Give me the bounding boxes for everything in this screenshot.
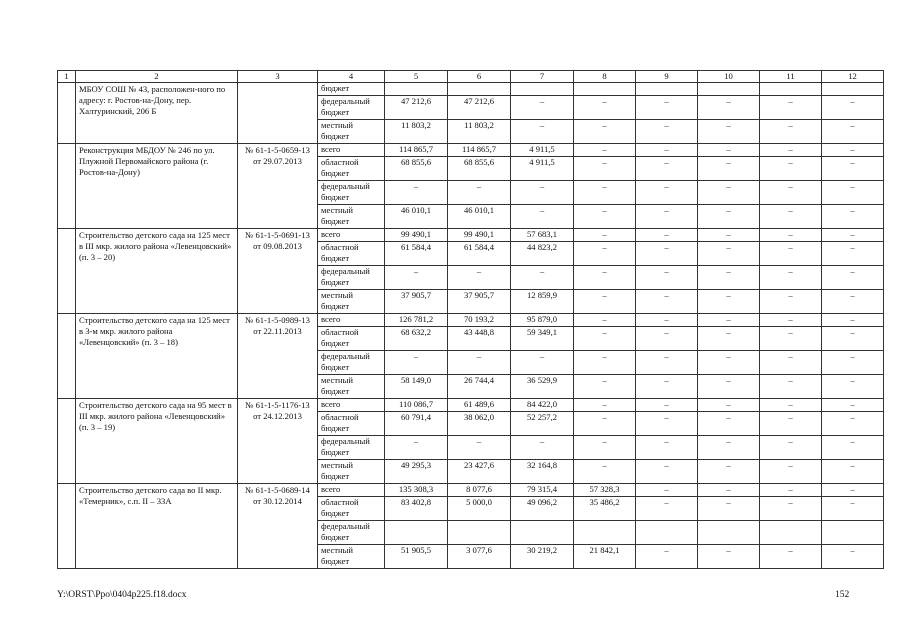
amount-cell: – <box>574 181 636 205</box>
amount-cell: – <box>636 242 698 266</box>
amount-cell: – <box>698 484 760 497</box>
amount-cell: – <box>760 205 822 229</box>
amount-cell: – <box>574 436 636 460</box>
amount-cell: – <box>822 242 884 266</box>
amount-cell: – <box>574 290 636 314</box>
funding-source-cell: федеральный бюджет <box>318 96 385 120</box>
amount-cell: – <box>448 351 511 375</box>
amount-cell: – <box>760 399 822 412</box>
amount-cell: 61 584,4 <box>448 242 511 266</box>
expertise-document-cell: № 61-1-5-0989-13 от 22.11.2013 <box>238 314 318 399</box>
column-number-cell: 2 <box>76 71 238 83</box>
table-row <box>58 314 884 327</box>
amount-cell: – <box>760 545 822 569</box>
column-number-cell: 12 <box>822 71 884 83</box>
amount-cell: 60 791,4 <box>385 412 448 436</box>
funding-source-cell: областной бюджет <box>318 157 385 181</box>
amount-cell: 44 823,2 <box>511 242 574 266</box>
amount-cell: 57 683,1 <box>511 229 574 242</box>
amount-cell: – <box>698 229 760 242</box>
amount-cell: 84 422,0 <box>511 399 574 412</box>
amount-cell: – <box>574 266 636 290</box>
amount-cell: – <box>760 242 822 266</box>
table-row <box>58 144 884 157</box>
amount-cell: 3 077,6 <box>448 545 511 569</box>
amount-cell: – <box>822 460 884 484</box>
amount-cell: – <box>822 157 884 181</box>
amount-cell: – <box>636 266 698 290</box>
object-name-cell: Реконструкция МБДОУ № 246 по ул. Плужной Первомайского района (г. Ростов-на-Дону) <box>76 144 238 229</box>
amount-cell: 43 448,8 <box>448 327 511 351</box>
amount-cell: – <box>698 242 760 266</box>
amount-cell: – <box>698 399 760 412</box>
amount-cell: – <box>760 96 822 120</box>
object-name-cell: МБОУ СОШ № 43, расположен-ного по адресу: г. Ростов-на-Дону, пер. Халтуринский, 206 Б <box>76 83 238 144</box>
amount-cell <box>574 83 636 96</box>
amount-cell <box>511 521 574 545</box>
amount-cell: – <box>760 351 822 375</box>
amount-cell <box>760 521 822 545</box>
column-number-cell: 10 <box>698 71 760 83</box>
footer-file-path: Y:\ORST\Ppo\0404p225.f18.docx <box>57 590 187 600</box>
funding-source-cell: федеральный бюджет <box>318 351 385 375</box>
row-index-cell <box>58 484 76 569</box>
amount-cell: – <box>511 181 574 205</box>
funding-source-cell: областной бюджет <box>318 497 385 521</box>
amount-cell: – <box>822 290 884 314</box>
amount-cell: 52 257,2 <box>511 412 574 436</box>
amount-cell: 4 911,5 <box>511 144 574 157</box>
amount-cell: – <box>698 351 760 375</box>
amount-cell: – <box>636 351 698 375</box>
funding-source-cell: бюджет <box>318 83 385 96</box>
funding-source-cell: местный бюджет <box>318 545 385 569</box>
column-number-cell: 9 <box>636 71 698 83</box>
amount-cell: – <box>822 96 884 120</box>
amount-cell: 26 744,4 <box>448 375 511 399</box>
amount-cell <box>698 521 760 545</box>
amount-cell: – <box>760 497 822 521</box>
amount-cell: – <box>760 157 822 181</box>
amount-cell: 70 193,2 <box>448 314 511 327</box>
amount-cell: – <box>822 412 884 436</box>
amount-cell: – <box>511 266 574 290</box>
amount-cell: 61 489,6 <box>448 399 511 412</box>
funding-source-cell: областной бюджет <box>318 242 385 266</box>
amount-cell: – <box>760 484 822 497</box>
amount-cell: 135 308,3 <box>385 484 448 497</box>
funding-source-cell: местный бюджет <box>318 290 385 314</box>
amount-cell <box>636 83 698 96</box>
amount-cell: 110 086,7 <box>385 399 448 412</box>
amount-cell: – <box>636 205 698 229</box>
amount-cell: – <box>760 229 822 242</box>
amount-cell: 4 911,5 <box>511 157 574 181</box>
amount-cell: – <box>636 120 698 144</box>
amount-cell: 46 010,1 <box>448 205 511 229</box>
amount-cell: – <box>636 460 698 484</box>
column-number-cell: 11 <box>760 71 822 83</box>
amount-cell: – <box>822 266 884 290</box>
amount-cell <box>822 83 884 96</box>
amount-cell: – <box>822 375 884 399</box>
amount-cell: – <box>698 205 760 229</box>
funding-source-cell: всего <box>318 229 385 242</box>
amount-cell: 114 865,7 <box>385 144 448 157</box>
amount-cell <box>698 83 760 96</box>
amount-cell <box>385 83 448 96</box>
funding-source-cell: всего <box>318 484 385 497</box>
amount-cell: – <box>636 545 698 569</box>
amount-cell: – <box>636 484 698 497</box>
amount-cell: – <box>636 327 698 351</box>
funding-source-cell: федеральный бюджет <box>318 266 385 290</box>
expertise-document-cell: № 61-1-5-1176-13 от 24.12.2013 <box>238 399 318 484</box>
amount-cell: – <box>636 497 698 521</box>
amount-cell: 35 486,2 <box>574 497 636 521</box>
amount-cell: – <box>511 351 574 375</box>
column-number-cell: 4 <box>318 71 385 83</box>
amount-cell: – <box>698 157 760 181</box>
funding-source-cell: местный бюджет <box>318 460 385 484</box>
object-name-cell: Строительство детского сада на 125 мест в III мкр. жилого района «Левенцовский» (п. 3 – 20) <box>76 229 238 314</box>
amount-cell: 21 842,1 <box>574 545 636 569</box>
amount-cell: – <box>636 96 698 120</box>
amount-cell: – <box>822 484 884 497</box>
amount-cell: – <box>385 266 448 290</box>
amount-cell: 59 349,1 <box>511 327 574 351</box>
amount-cell: – <box>636 181 698 205</box>
amount-cell: – <box>760 314 822 327</box>
amount-cell: – <box>636 436 698 460</box>
funding-source-cell: федеральный бюджет <box>318 181 385 205</box>
amount-cell: – <box>760 436 822 460</box>
amount-cell: – <box>822 399 884 412</box>
amount-cell: 58 149,0 <box>385 375 448 399</box>
table-row <box>58 229 884 242</box>
row-index-cell <box>58 83 76 144</box>
amount-cell: 61 584,4 <box>385 242 448 266</box>
amount-cell: – <box>698 120 760 144</box>
amount-cell <box>448 521 511 545</box>
amount-cell: – <box>574 460 636 484</box>
amount-cell: 30 219,2 <box>511 545 574 569</box>
row-index-cell <box>58 314 76 399</box>
amount-cell: – <box>511 120 574 144</box>
amount-cell: 11 803,2 <box>385 120 448 144</box>
expertise-document-cell: № 61-1-5-0659-13 от 29.07.2013 <box>238 144 318 229</box>
amount-cell: – <box>822 545 884 569</box>
amount-cell: – <box>822 327 884 351</box>
amount-cell: – <box>698 266 760 290</box>
amount-cell: – <box>574 144 636 157</box>
amount-cell: 57 328,3 <box>574 484 636 497</box>
amount-cell: – <box>698 375 760 399</box>
funding-source-cell: местный бюджет <box>318 120 385 144</box>
amount-cell: – <box>636 229 698 242</box>
amount-cell: – <box>574 205 636 229</box>
amount-cell: 5 000,0 <box>448 497 511 521</box>
amount-cell: 11 803,2 <box>448 120 511 144</box>
amount-cell: – <box>574 96 636 120</box>
amount-cell <box>760 83 822 96</box>
amount-cell: – <box>760 181 822 205</box>
table-row <box>58 83 884 96</box>
funding-source-cell: федеральный бюджет <box>318 436 385 460</box>
amount-cell: – <box>760 266 822 290</box>
amount-cell: – <box>574 157 636 181</box>
amount-cell: 8 077,6 <box>448 484 511 497</box>
amount-cell: – <box>574 351 636 375</box>
amount-cell: – <box>448 436 511 460</box>
table-row <box>58 484 884 497</box>
funding-source-cell: местный бюджет <box>318 375 385 399</box>
amount-cell: 51 905,5 <box>385 545 448 569</box>
amount-cell: – <box>574 412 636 436</box>
amount-cell: 126 781,2 <box>385 314 448 327</box>
amount-cell: – <box>698 412 760 436</box>
amount-cell: – <box>636 144 698 157</box>
amount-cell: 36 529,9 <box>511 375 574 399</box>
amount-cell: 12 859,9 <box>511 290 574 314</box>
amount-cell: – <box>822 351 884 375</box>
amount-cell: 79 315,4 <box>511 484 574 497</box>
column-number-cell: 5 <box>385 71 448 83</box>
amount-cell <box>636 521 698 545</box>
column-number-cell: 3 <box>238 71 318 83</box>
amount-cell: 68 855,6 <box>448 157 511 181</box>
amount-cell: 49 096,2 <box>511 497 574 521</box>
column-number-cell: 7 <box>511 71 574 83</box>
amount-cell: – <box>822 229 884 242</box>
amount-cell: 32 164,8 <box>511 460 574 484</box>
amount-cell: 99 490,1 <box>448 229 511 242</box>
header-row <box>58 71 884 83</box>
amount-cell: – <box>511 96 574 120</box>
amount-cell: – <box>698 460 760 484</box>
amount-cell: – <box>698 314 760 327</box>
amount-cell: – <box>385 351 448 375</box>
amount-cell: – <box>822 181 884 205</box>
page-number: 152 <box>835 590 850 600</box>
amount-cell: – <box>448 266 511 290</box>
amount-cell: 47 212,6 <box>385 96 448 120</box>
expertise-document-cell <box>238 83 318 144</box>
funding-source-cell: всего <box>318 314 385 327</box>
amount-cell: – <box>385 181 448 205</box>
amount-cell: – <box>760 460 822 484</box>
amount-cell: – <box>698 497 760 521</box>
amount-cell: – <box>822 144 884 157</box>
amount-cell: 95 879,0 <box>511 314 574 327</box>
column-number-cell: 1 <box>58 71 76 83</box>
funding-source-cell: всего <box>318 144 385 157</box>
amount-cell: – <box>822 205 884 229</box>
amount-cell <box>385 521 448 545</box>
amount-cell: – <box>760 290 822 314</box>
amount-cell: 68 632,2 <box>385 327 448 351</box>
amount-cell: – <box>760 144 822 157</box>
amount-cell: – <box>574 327 636 351</box>
amount-cell: – <box>760 120 822 144</box>
amount-cell: – <box>574 120 636 144</box>
expertise-document-cell: № 61-1-5-0689-14 от 30.12.2014 <box>238 484 318 569</box>
amount-cell: – <box>385 436 448 460</box>
expertise-document-cell: № 61-1-5-0691-13 от 09.08.2013 <box>238 229 318 314</box>
amount-cell: 37 905,7 <box>385 290 448 314</box>
amount-cell: – <box>636 375 698 399</box>
amount-cell <box>511 83 574 96</box>
amount-cell: – <box>822 436 884 460</box>
amount-cell: – <box>574 399 636 412</box>
amount-cell: – <box>698 96 760 120</box>
amount-cell <box>574 521 636 545</box>
amount-cell: – <box>636 157 698 181</box>
amount-cell <box>448 83 511 96</box>
amount-cell <box>822 521 884 545</box>
amount-cell: – <box>448 181 511 205</box>
amount-cell: 38 062,0 <box>448 412 511 436</box>
amount-cell: – <box>698 436 760 460</box>
funding-source-cell: федеральный бюджет <box>318 521 385 545</box>
amount-cell: 68 855,6 <box>385 157 448 181</box>
funding-source-cell: областной бюджет <box>318 412 385 436</box>
funding-source-cell: областной бюджет <box>318 327 385 351</box>
column-number-cell: 8 <box>574 71 636 83</box>
amount-cell: – <box>822 120 884 144</box>
amount-cell: – <box>760 412 822 436</box>
amount-cell: – <box>511 436 574 460</box>
amount-cell: – <box>822 497 884 521</box>
amount-cell: – <box>574 242 636 266</box>
amount-cell: – <box>511 205 574 229</box>
amount-cell: – <box>574 229 636 242</box>
amount-cell: – <box>698 327 760 351</box>
object-name-cell: Строительство детского сада во II мкр. «Темерник», с.п. II – 33А <box>76 484 238 569</box>
amount-cell: 83 402,8 <box>385 497 448 521</box>
amount-cell: 46 010,1 <box>385 205 448 229</box>
amount-cell: – <box>698 290 760 314</box>
amount-cell: – <box>698 545 760 569</box>
budget-table <box>57 70 884 569</box>
funding-source-cell: всего <box>318 399 385 412</box>
amount-cell: – <box>760 327 822 351</box>
table-row <box>58 399 884 412</box>
amount-cell: 47 212,6 <box>448 96 511 120</box>
amount-cell: 23 427,6 <box>448 460 511 484</box>
amount-cell: 49 295,3 <box>385 460 448 484</box>
amount-cell: 99 490,1 <box>385 229 448 242</box>
row-index-cell <box>58 399 76 484</box>
amount-cell: – <box>636 314 698 327</box>
amount-cell: – <box>574 375 636 399</box>
amount-cell: – <box>822 314 884 327</box>
amount-cell: – <box>760 375 822 399</box>
object-name-cell: Строительство детского сада на 125 мест в 3-м мкр. жилого района «Левенцовский» (п. 3 – 18) <box>76 314 238 399</box>
row-index-cell <box>58 144 76 229</box>
funding-source-cell: местный бюджет <box>318 205 385 229</box>
amount-cell: 37 905,7 <box>448 290 511 314</box>
amount-cell: – <box>698 144 760 157</box>
column-number-cell: 6 <box>448 71 511 83</box>
amount-cell: – <box>698 181 760 205</box>
amount-cell: – <box>636 399 698 412</box>
amount-cell: – <box>636 412 698 436</box>
row-index-cell <box>58 229 76 314</box>
amount-cell: – <box>636 290 698 314</box>
amount-cell: 114 865,7 <box>448 144 511 157</box>
object-name-cell: Строительство детского сада на 95 мест в III мкр. жилого района «Левенцовский» (п. 3 – 19) <box>76 399 238 484</box>
amount-cell: – <box>574 314 636 327</box>
